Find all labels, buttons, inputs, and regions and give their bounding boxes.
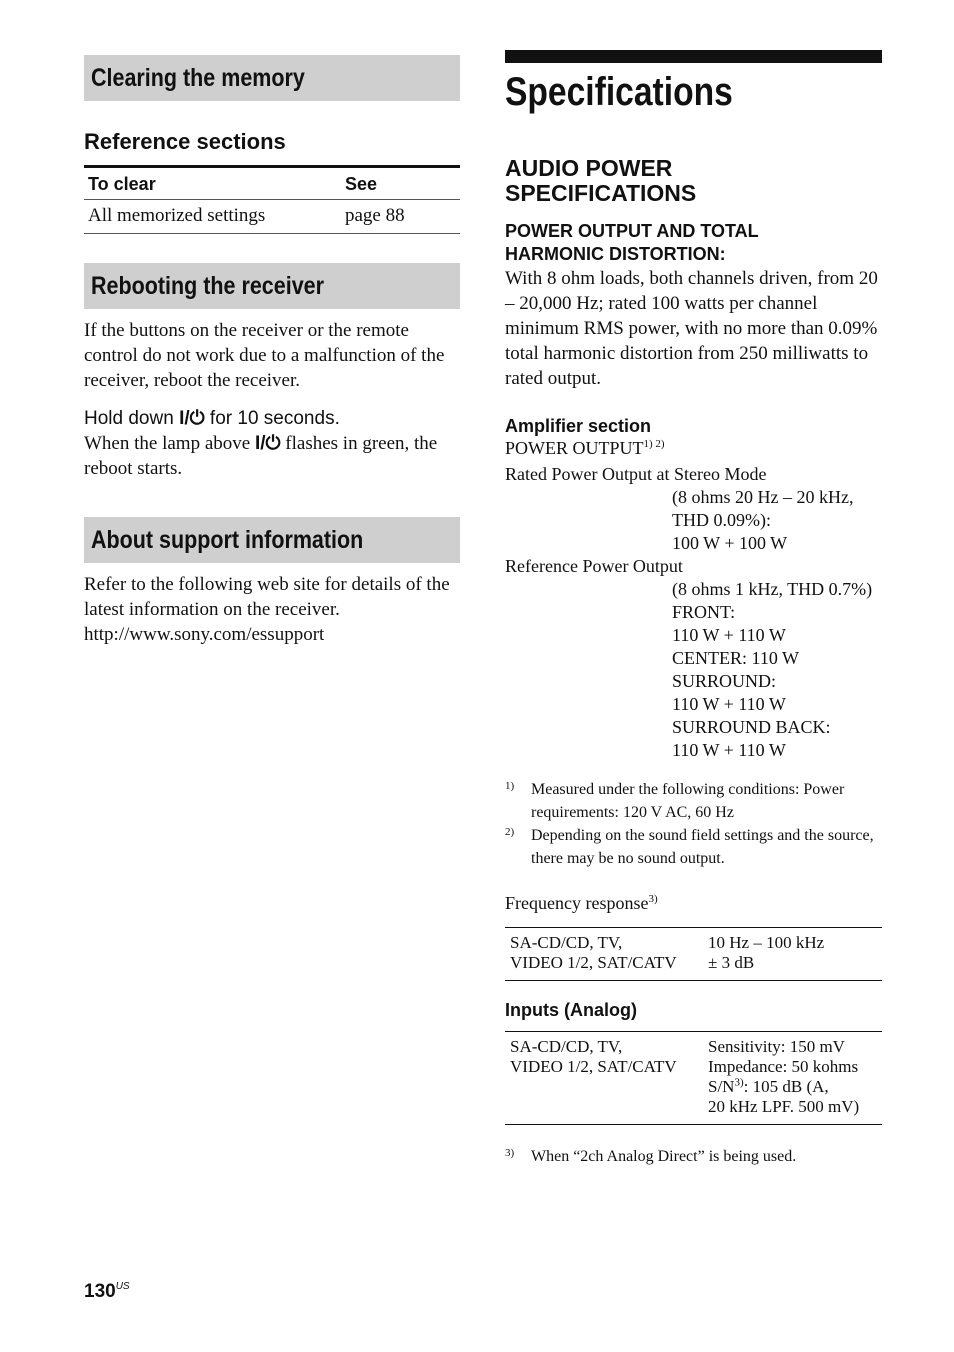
inputs-table: [505, 1031, 882, 1125]
reference-power-label: Reference Power Output: [505, 556, 683, 576]
footnotes: [505, 778, 882, 870]
power-icon: I/⏻: [254, 433, 281, 454]
right-column: [505, 50, 882, 1168]
table-cell: All memorized settings: [84, 200, 341, 234]
inputs-analog-heading: Inputs (Analog): [505, 1000, 637, 1020]
footnote-1: 1) Measured under the following conditions: Power requirements: 120 V AC, 60 Hz: [505, 780, 845, 821]
audio-power-heading: AUDIO POWER SPECIFICATIONS: [505, 155, 697, 206]
rated-power-label: Rated Power Output at Stereo Mode: [505, 464, 767, 484]
reference-sections-heading: Reference sections: [84, 129, 286, 154]
table-row: [84, 200, 460, 234]
rated-power-values: (8 ohms 20 Hz – 20 kHz, THD 0.09%): 100 W + 100 W: [672, 487, 854, 553]
clearing-memory-heading: Clearing the memory: [84, 55, 460, 101]
table-header-row: [84, 167, 460, 200]
reboot-result: When the lamp above I/⏻ flashes in green, the reboot starts.: [84, 433, 438, 479]
footnote-2: 2) Depending on the sound field settings and the source, there may be no sound output.: [505, 826, 874, 867]
table-cell: SA-CD/CD, TV, VIDEO 1/2, SAT/CATV: [510, 933, 677, 972]
table-cell: page 88: [341, 200, 460, 234]
reboot-intro: If the buttons on the receiver or the remote control do not work due to a malfunction of the receiver, reboot the receiver.: [84, 320, 445, 391]
power-icon: I/⏻: [179, 408, 205, 429]
reference-table: [84, 165, 460, 234]
amplifier-section-heading: Amplifier section: [505, 416, 652, 436]
left-column: [84, 55, 460, 647]
footnote-3: 3) When “2ch Analog Direct” is being used.: [505, 1147, 797, 1165]
rebooting-heading: Rebooting the receiver: [84, 263, 460, 309]
column-header-to-clear: To clear: [84, 167, 341, 200]
table-row: [505, 928, 882, 981]
power-output-text: With 8 ohm loads, both channels driven, from 20 – 20,000 Hz; rated 100 watts per channel minimum RMS power, with no more than 0.09% total harmonic distortion from 250 milliwatts to rated output.: [505, 268, 878, 389]
table-row: [505, 1032, 882, 1125]
page-number: $130^{US}$: [84, 1281, 130, 1302]
frequency-response-label: Frequency response$^{3)}$: [505, 893, 658, 913]
table-cell: Sensitivity: 150 mV Impedance: 50 kohms $S/N^{3)}$: 105 dB (A, 20 kHz LPF. 500 mV): [708, 1037, 860, 1116]
support-text: Refer to the following web site for details of the latest information on the receiver.: [84, 574, 450, 620]
page-title: Specifications: [505, 70, 733, 114]
title-rule: [505, 50, 882, 63]
reference-power-values: (8 ohms 1 kHz, THD 0.7%) FRONT: 110 W + 110 W CENTER: 110 W SURROUND: 110 W + 110 W SURROUND BACK: 110 W + 110 W: [672, 579, 873, 760]
support-url[interactable]: http://www.sony.com/essupport: [84, 624, 325, 645]
power-output-label: POWER $OUTPUT^{1) 2)}$: [505, 438, 665, 458]
reboot-step: Hold down I/⏻ for 10 seconds.: [84, 408, 340, 429]
table-cell: 10 Hz – 100 kHz ± 3 dB: [708, 933, 825, 972]
support-info-heading: About support information: [84, 517, 460, 563]
power-output-heading: POWER OUTPUT AND TOTAL HARMONIC DISTORTION:: [505, 221, 759, 264]
table-cell: SA-CD/CD, TV, VIDEO 1/2, SAT/CATV: [510, 1037, 677, 1076]
column-header-see: See: [341, 167, 460, 200]
frequency-table: [505, 927, 882, 981]
